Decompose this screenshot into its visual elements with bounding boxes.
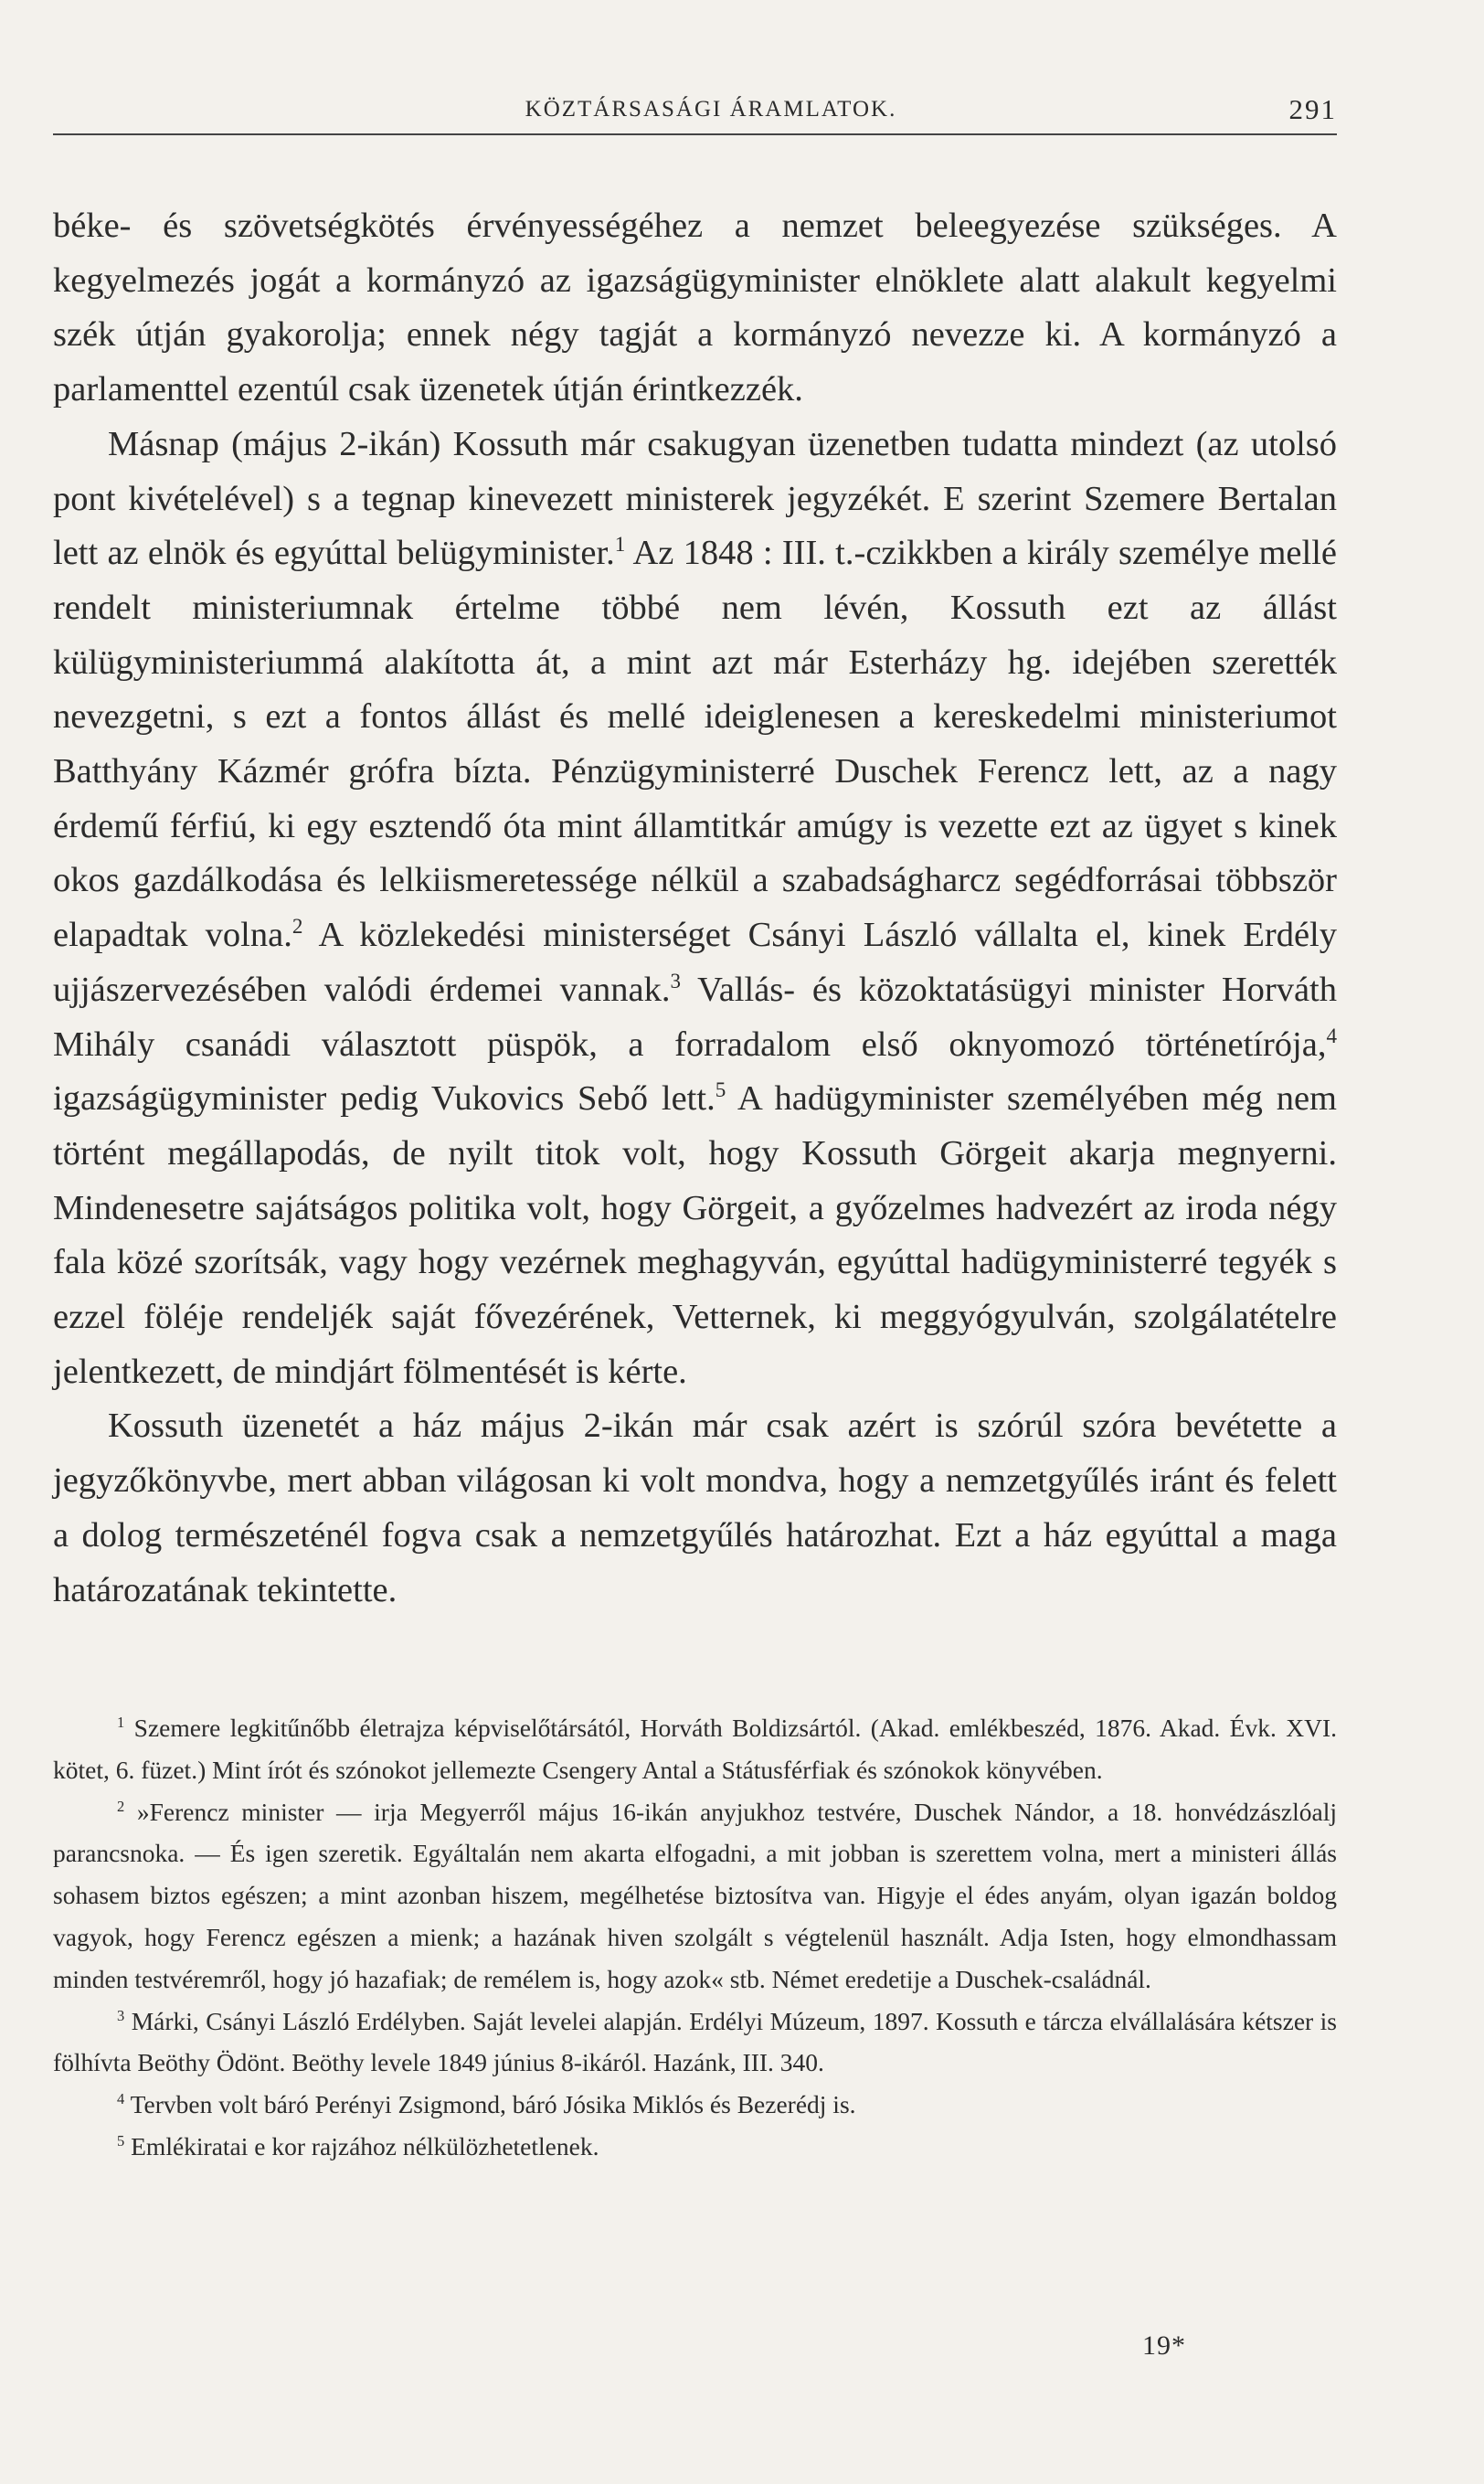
running-title: KÖZTÁRSASÁGI ÁRAMLATOK. (525, 97, 897, 122)
printer-signature-mark: 19* (1142, 2330, 1186, 2361)
footnote-ref-3: 3 (670, 968, 682, 993)
footnotes (53, 1707, 1337, 2168)
footnote-ref-1: 1 (614, 532, 626, 557)
footnote-5 (53, 2126, 1337, 2168)
paragraph-1: béke- és szövetségkötés érvényességéhez a nemzet beleegyezése szükséges. A kegyelmezés jogát a kormányzó az igazságügyminister elnöklete alatt alakult kegyelmi szék útján gyakorolja; ennek négy tagját a kormányzó nevezze ki. A kormányzó a parlamenttel ezentúl csak üzenetek útján érintkezzék. (53, 207, 1337, 409)
footnote-text-1: Szemere legkitűnőbb életrajza képviselőtársától, Horváth Boldizsártól. (Akad. emlékbeszéd, 1876. Akad. Évk. XVI. kötet, 6. füzet.) Mint írót és szónokot jellemezte Csengery Antal a Státusférfiak és szónokok könyvében. (53, 1714, 1337, 1784)
footnote-mark-3: 3 (117, 2006, 125, 2024)
main-text (53, 199, 1337, 1618)
footnote-text-2: »Ferencz minister — irja Megyerről május 16-ikán anyjukhoz testvére, Duschek Nándor, a 18. honvédzászlóalj parancsnoka. — És igen szeretik. Egyáltalán nem akarta elfogadni, a mit jobban is szerettem volna, mert a ministeri állás sohasem biztos egészen; a mint azonban hiszem, megélhetése biztosítva van. Higyje el édes anyám, olyan igazán boldog vagyok, hogy Ferencz egészen a mienk; a hazának hiven szolgált s végtelenül használt. Adja Isten, hogy elmondhassam minden testvéremről, hogy jó hazafiak; de remélem is, hogy azok« stb. Német eredetije a Duschek-családnál. (53, 1797, 1337, 1993)
paragraph-2-part-d: Vallás- és közoktatásügyi minister Horváth Mihály csanádi választott püspök, a forradalom első oknyomozó történetírója, (53, 970, 1337, 1064)
footnote-3 (53, 2001, 1337, 2085)
page-header (53, 93, 1337, 135)
footnote-ref-4: 4 (1326, 1023, 1337, 1047)
paragraph-2-part-a: Másnap (május 2-ikán) Kossuth már csakugyan üzenetben tudatta mindezt (az utolsó pont kivételével) s a tegnap kinevezett ministerek jegyzékét. E szerint Szemere Bertalan lett az elnök és egyúttal belügyminister. (53, 424, 1337, 573)
paragraph-2-part-b: Az 1848 : III. t.-czikkben a király személye mellé rendelt ministeriumnak értelme többé nem lévén, Kossuth ezt az állást külügyministeriummá alakította át, a mint azt már Esterházy hg. idejében szerették nevezgetni, s ezt a fontos állást és mellé ideiglenesen a kereskedelmi ministeriumot Batthyány Kázmér grófra bízta. Pénzügyministerré Duschek Ferencz lett, az a nagy érdemű férfiú, ki egy esztendő óta mint államtitkár amúgy is vezette ezt az ügyet s kinek okos gazdálkodása és lelkiismeretessége nélkül a szabadságharcz segédforrásai többször elapadtak volna. (53, 534, 1337, 955)
paragraph-2 (53, 418, 1337, 1400)
paragraph-2-part-f: A hadügyminister személyében még nem történt megállapodás, de nyilt titok volt, hogy Kossuth Görgeit akarja megnyerni. Mindenesetre sajátságos politika volt, hogy Görgeit, a győzelmes hadvezért az iroda négy fala közé szorítsák, vagy hogy vezérnek meghagyván, egyúttal hadügyministerré tegyék s ezzel föléje rendeljék saját fővezérének, Vetternek, ki meggyógyulván, szolgálatételre jelentkezett, de mindjárt fölmentését is kérte. (53, 1079, 1337, 1391)
footnote-mark-5: 5 (117, 2132, 125, 2150)
footnote-ref-2: 2 (292, 914, 303, 939)
footnote-mark-4: 4 (117, 2090, 125, 2108)
footnote-mark-1: 1 (117, 1714, 125, 1732)
footnote-text-3: Márki, Csányi László Erdélyben. Saját levelei alapján. Erdélyi Múzeum, 1897. Kossuth e tárcza elvállalására kétszer is fölhívta Beöthy Ödönt. Beöthy levele 1849 június 8-ikáról. Hazánk, III. 340. (53, 2006, 1337, 2077)
footnote-text-4: Tervben volt báró Perényi Zsigmond, báró Jósika Miklós és Bezerédj is. (124, 2090, 856, 2119)
footnote-2 (53, 1791, 1337, 2001)
footnote-1 (53, 1707, 1337, 1791)
footnote-ref-5: 5 (715, 1077, 726, 1102)
footnote-text-5: Emlékiratai e kor rajzához nélkülözhetetlenek. (124, 2131, 599, 2160)
page-number: 291 (1288, 93, 1337, 125)
footnote-4 (53, 2084, 1337, 2126)
paragraph-3: Kossuth üzenetét a ház május 2-ikán már csak azért is szórúl szóra bevétette a jegyzőkönyvbe, mert abban világosan ki volt mondva, hogy a nemzetgyűlés iránt és felett a dolog természeténél fogva csak a nemzetgyűlés határozhat. Ezt a ház egyúttal a maga határozatának tekintette. (53, 1407, 1337, 1609)
paragraph-2-part-c: A közlekedési ministerséget Csányi László vállalta el, kinek Erdély ujjászervezésében valódi érdemei vannak. (53, 916, 1337, 1009)
footnote-mark-2: 2 (117, 1797, 125, 1815)
paragraph-2-part-e: igazságügyminister pedig Vukovics Sebő lett. (53, 1079, 716, 1119)
